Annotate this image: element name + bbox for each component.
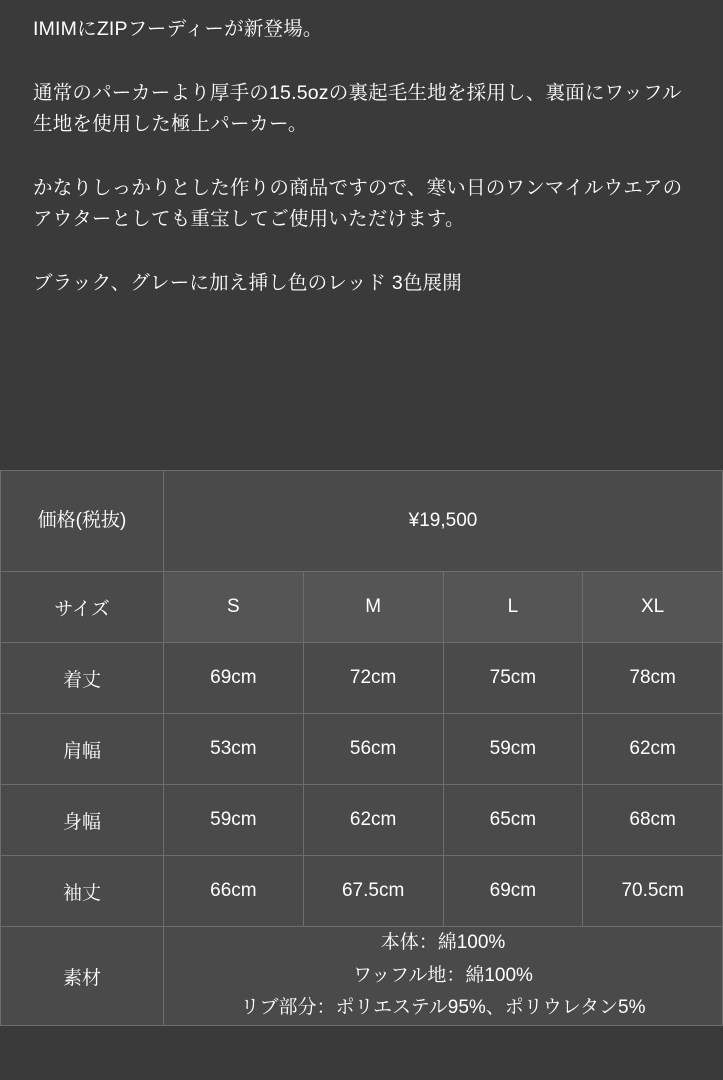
size-header-s: S — [164, 572, 304, 643]
cell-length-l: 75cm — [443, 643, 583, 714]
cell-sleeve-xl: 70.5cm — [583, 856, 723, 927]
product-description — [0, 0, 723, 299]
row-label-width: 身幅 — [1, 785, 164, 856]
row-label-shoulder: 肩幅 — [1, 714, 164, 785]
table-row — [1, 856, 723, 927]
cell-shoulder-s: 53cm — [164, 714, 304, 785]
cell-sleeve-s: 66cm — [164, 856, 304, 927]
price-value: ¥19,500 — [164, 471, 723, 572]
cell-width-xl: 68cm — [583, 785, 723, 856]
spec-table-container — [0, 470, 723, 1026]
cell-shoulder-l: 59cm — [443, 714, 583, 785]
description-paragraph-3: かなりしっかりとした作りの商品ですので、寒い日のワンマイルウエアのアウターとしても重宝してご使用いただけます。 — [33, 176, 683, 231]
description-paragraph-1: IMIMにZIPフーディーが新登場。 — [33, 18, 323, 40]
table-row — [1, 643, 723, 714]
cell-length-m: 72cm — [303, 643, 443, 714]
material-value — [164, 927, 723, 1026]
cell-length-xl: 78cm — [583, 643, 723, 714]
row-label-sleeve: 袖丈 — [1, 856, 164, 927]
material-line-3: リブ部分：ポリエステル95%、ポリウレタン5% — [240, 997, 646, 1019]
cell-width-l: 65cm — [443, 785, 583, 856]
row-label-length: 着丈 — [1, 643, 164, 714]
size-header-m: M — [303, 572, 443, 643]
material-line-1: 本体：綿100% — [380, 932, 506, 953]
material-label: 素材 — [1, 927, 164, 1026]
description-paragraph-4: ブラック、グレーに加え挿し色のレッド 3色展開 — [33, 271, 462, 294]
size-header-l: L — [443, 572, 583, 643]
table-row — [1, 927, 723, 1026]
price-label: 価格(税抜) — [1, 471, 164, 572]
table-row — [1, 572, 723, 643]
material-line-2: ワッフル地：綿100% — [353, 964, 533, 986]
table-row — [1, 714, 723, 785]
cell-shoulder-m: 56cm — [303, 714, 443, 785]
description-paragraph-2: 通常のパーカーより厚手の15.5ozの裏起毛生地を採用し、裏面にワッフル生地を使用した極上パーカー。 — [33, 81, 682, 136]
cell-width-s: 59cm — [164, 785, 304, 856]
cell-length-s: 69cm — [164, 643, 304, 714]
size-header-xl: XL — [583, 572, 723, 643]
table-row — [1, 471, 723, 572]
table-row — [1, 785, 723, 856]
cell-sleeve-m: 67.5cm — [303, 856, 443, 927]
cell-sleeve-l: 69cm — [443, 856, 583, 927]
spec-table — [0, 470, 723, 1026]
cell-shoulder-xl: 62cm — [583, 714, 723, 785]
cell-width-m: 62cm — [303, 785, 443, 856]
size-label: サイズ — [1, 572, 164, 643]
